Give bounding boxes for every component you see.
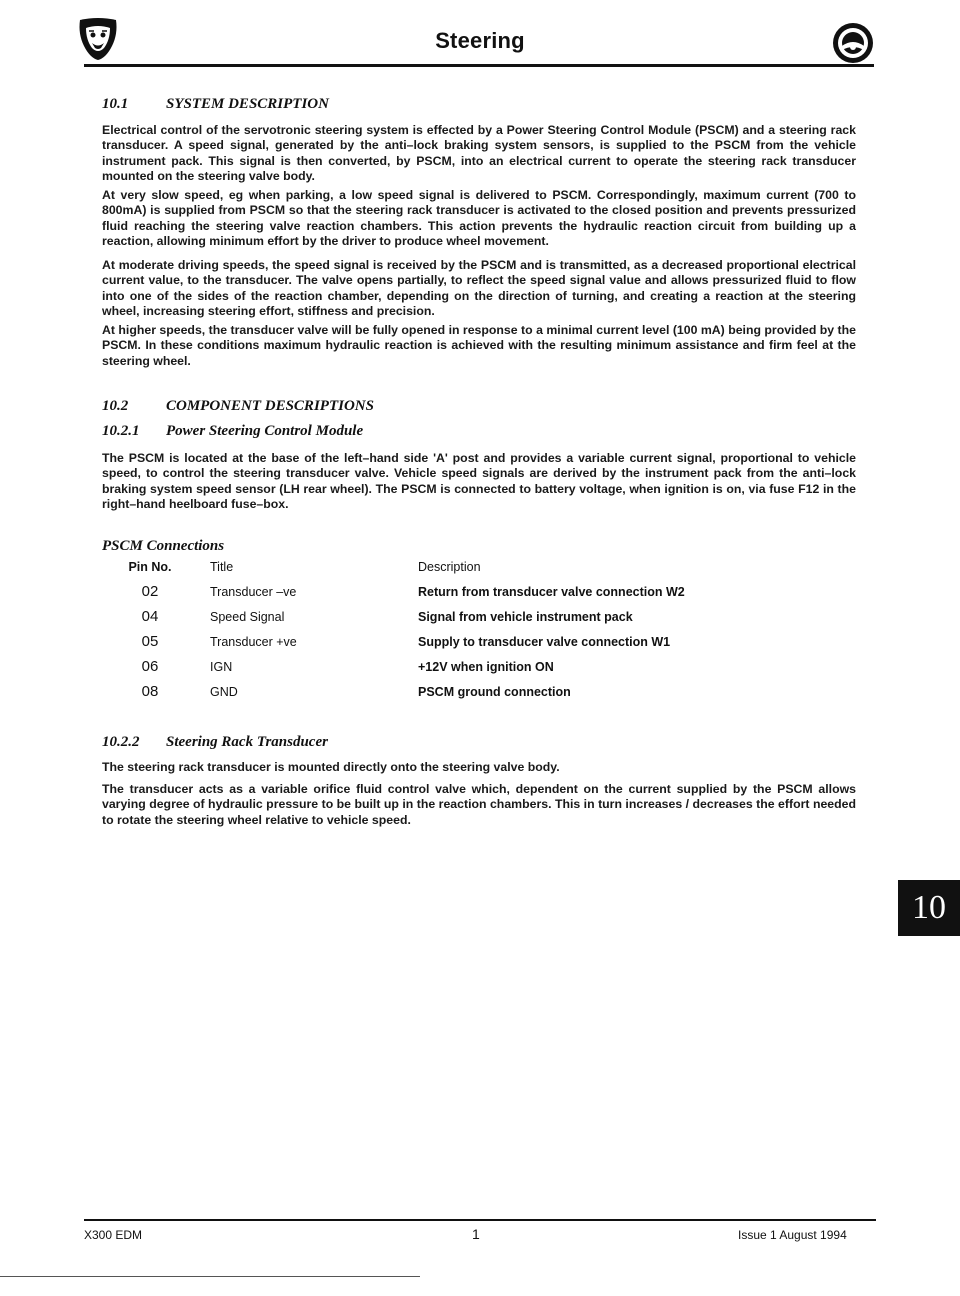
paragraph: The PSCM is located at the base of the left–hand side 'A' post and provides a variable current signal, proportional to vehicle speed, to control the steering transducer valve. Vehicle speed signals are derived by the instrument pack from the anti–lock braking system speed sensor (LH rear wheel). The PSCM is connected to battery voltage, when ignition is on, via fuse F12 in the right–hand heelboard fuse–box.	[102, 451, 856, 511]
column-header: Pin No.	[128, 560, 172, 574]
chapter-tab-marker: 10	[898, 880, 960, 936]
pin-number: 06	[141, 658, 159, 675]
footer-document-code: X300 EDM	[84, 1228, 143, 1242]
paragraph: The transducer acts as a variable orifice fluid control valve which, dependent on the current supplied by the PSCM allows varying degree of hydraulic pressure to be built up in the reaction chambers. This in turn increases / decreases the effort needed to rotate the steering wheel relative to vehicle speed.	[102, 782, 856, 827]
pin-title: Transducer +ve	[210, 635, 297, 649]
section-title: SYSTEM DESCRIPTION	[166, 96, 329, 112]
page-title: Steering	[435, 28, 525, 53]
section-number: 10.2.1	[102, 423, 140, 439]
pin-number: 05	[141, 633, 159, 650]
paragraph: At higher speeds, the transducer valve will be fully opened in response to a minimal current level (100 mA) being provided by the PSCM. In these conditions maximum hydraulic reaction is achieved with the resulting minimum assistance and firm feel at the steering wheel.	[102, 323, 856, 368]
pscm-connections-heading: PSCM Connections	[102, 538, 225, 554]
pscm-connections-table	[120, 560, 840, 710]
footer-page-number: 1	[472, 1226, 480, 1242]
pin-description: Return from transducer valve connection W2	[418, 585, 685, 599]
pin-title: Speed Signal	[210, 610, 285, 624]
paragraph: Electrical control of the servotronic steering system is effected by a Power Steering Control Module (PSCM) and a steering rack transducer. A speed signal, generated by the anti–lock braking system sensors, is supplied to the PSCM from the vehicle instrument pack. This signal is then converted, by PSCM, into an electrical current to operate the steering rack transducer mounted on the steering valve body.	[102, 123, 856, 183]
pin-title: Transducer –ve	[210, 585, 297, 599]
table-row	[120, 635, 840, 660]
column-header: Description	[418, 560, 481, 574]
paragraph: At moderate driving speeds, the speed signal is received by the PSCM and is transmitted, as a decreased proportional electrical current value, to the transducer. The valve opens partially, to reflect the speed signal value and allows pressurized fluid to flow into one of the sides of the reaction chamber, depending on the direction of turning, and creating a reaction at the steering wheel, increasing steering effort, stiffness and precision.	[102, 258, 856, 318]
pin-description: +12V when ignition ON	[418, 660, 554, 674]
pin-number: 02	[141, 583, 159, 600]
steering-wheel-icon	[832, 22, 874, 64]
table-row	[120, 585, 840, 610]
section-title: COMPONENT DESCRIPTIONS	[166, 398, 374, 414]
table-row	[120, 610, 840, 635]
table-header-row	[120, 560, 840, 585]
paragraph: The steering rack transducer is mounted directly onto the steering valve body.	[102, 760, 560, 774]
section-title: Power Steering Control Module	[166, 423, 364, 439]
section-number: 10.2.2	[102, 734, 140, 750]
footer-rule	[84, 1219, 876, 1221]
section-number: 10.1	[102, 96, 129, 112]
pin-description: Supply to transducer valve connection W1	[418, 635, 671, 649]
header-rule	[84, 64, 874, 67]
section-heading-10-2-1	[102, 423, 363, 440]
section-heading-10-1	[102, 96, 329, 113]
pin-description: Signal from vehicle instrument pack	[418, 610, 633, 624]
pin-number: 04	[141, 608, 159, 625]
pin-title: IGN	[210, 660, 233, 674]
page-header	[0, 0, 960, 70]
section-heading-10-2-2	[102, 734, 328, 751]
pin-number: 08	[141, 683, 159, 700]
section-title: Steering Rack Transducer	[166, 734, 328, 750]
footer-issue-date: Issue 1 August 1994	[738, 1228, 847, 1242]
paragraph: At very slow speed, eg when parking, a low speed signal is delivered to PSCM. Correspondingly, maximum current (700 to 800mA) is supplied from PSCM so that the steering rack transducer is activated to the closed position and prevents pressurized fluid reaching the steering valve reaction chambers. This action prevents the hydraulic reaction circuit from building up a reaction, allowing minimum effort by the driver to produce wheel movement.	[102, 188, 856, 248]
scan-edge-line	[0, 1276, 420, 1277]
section-heading-10-2	[102, 398, 374, 415]
pin-description: PSCM ground connection	[418, 685, 571, 699]
table-row	[120, 660, 840, 685]
section-number: 10.2	[102, 398, 129, 414]
table-row	[120, 685, 840, 710]
pin-title: GND	[210, 685, 238, 699]
column-header: Title	[210, 560, 234, 574]
